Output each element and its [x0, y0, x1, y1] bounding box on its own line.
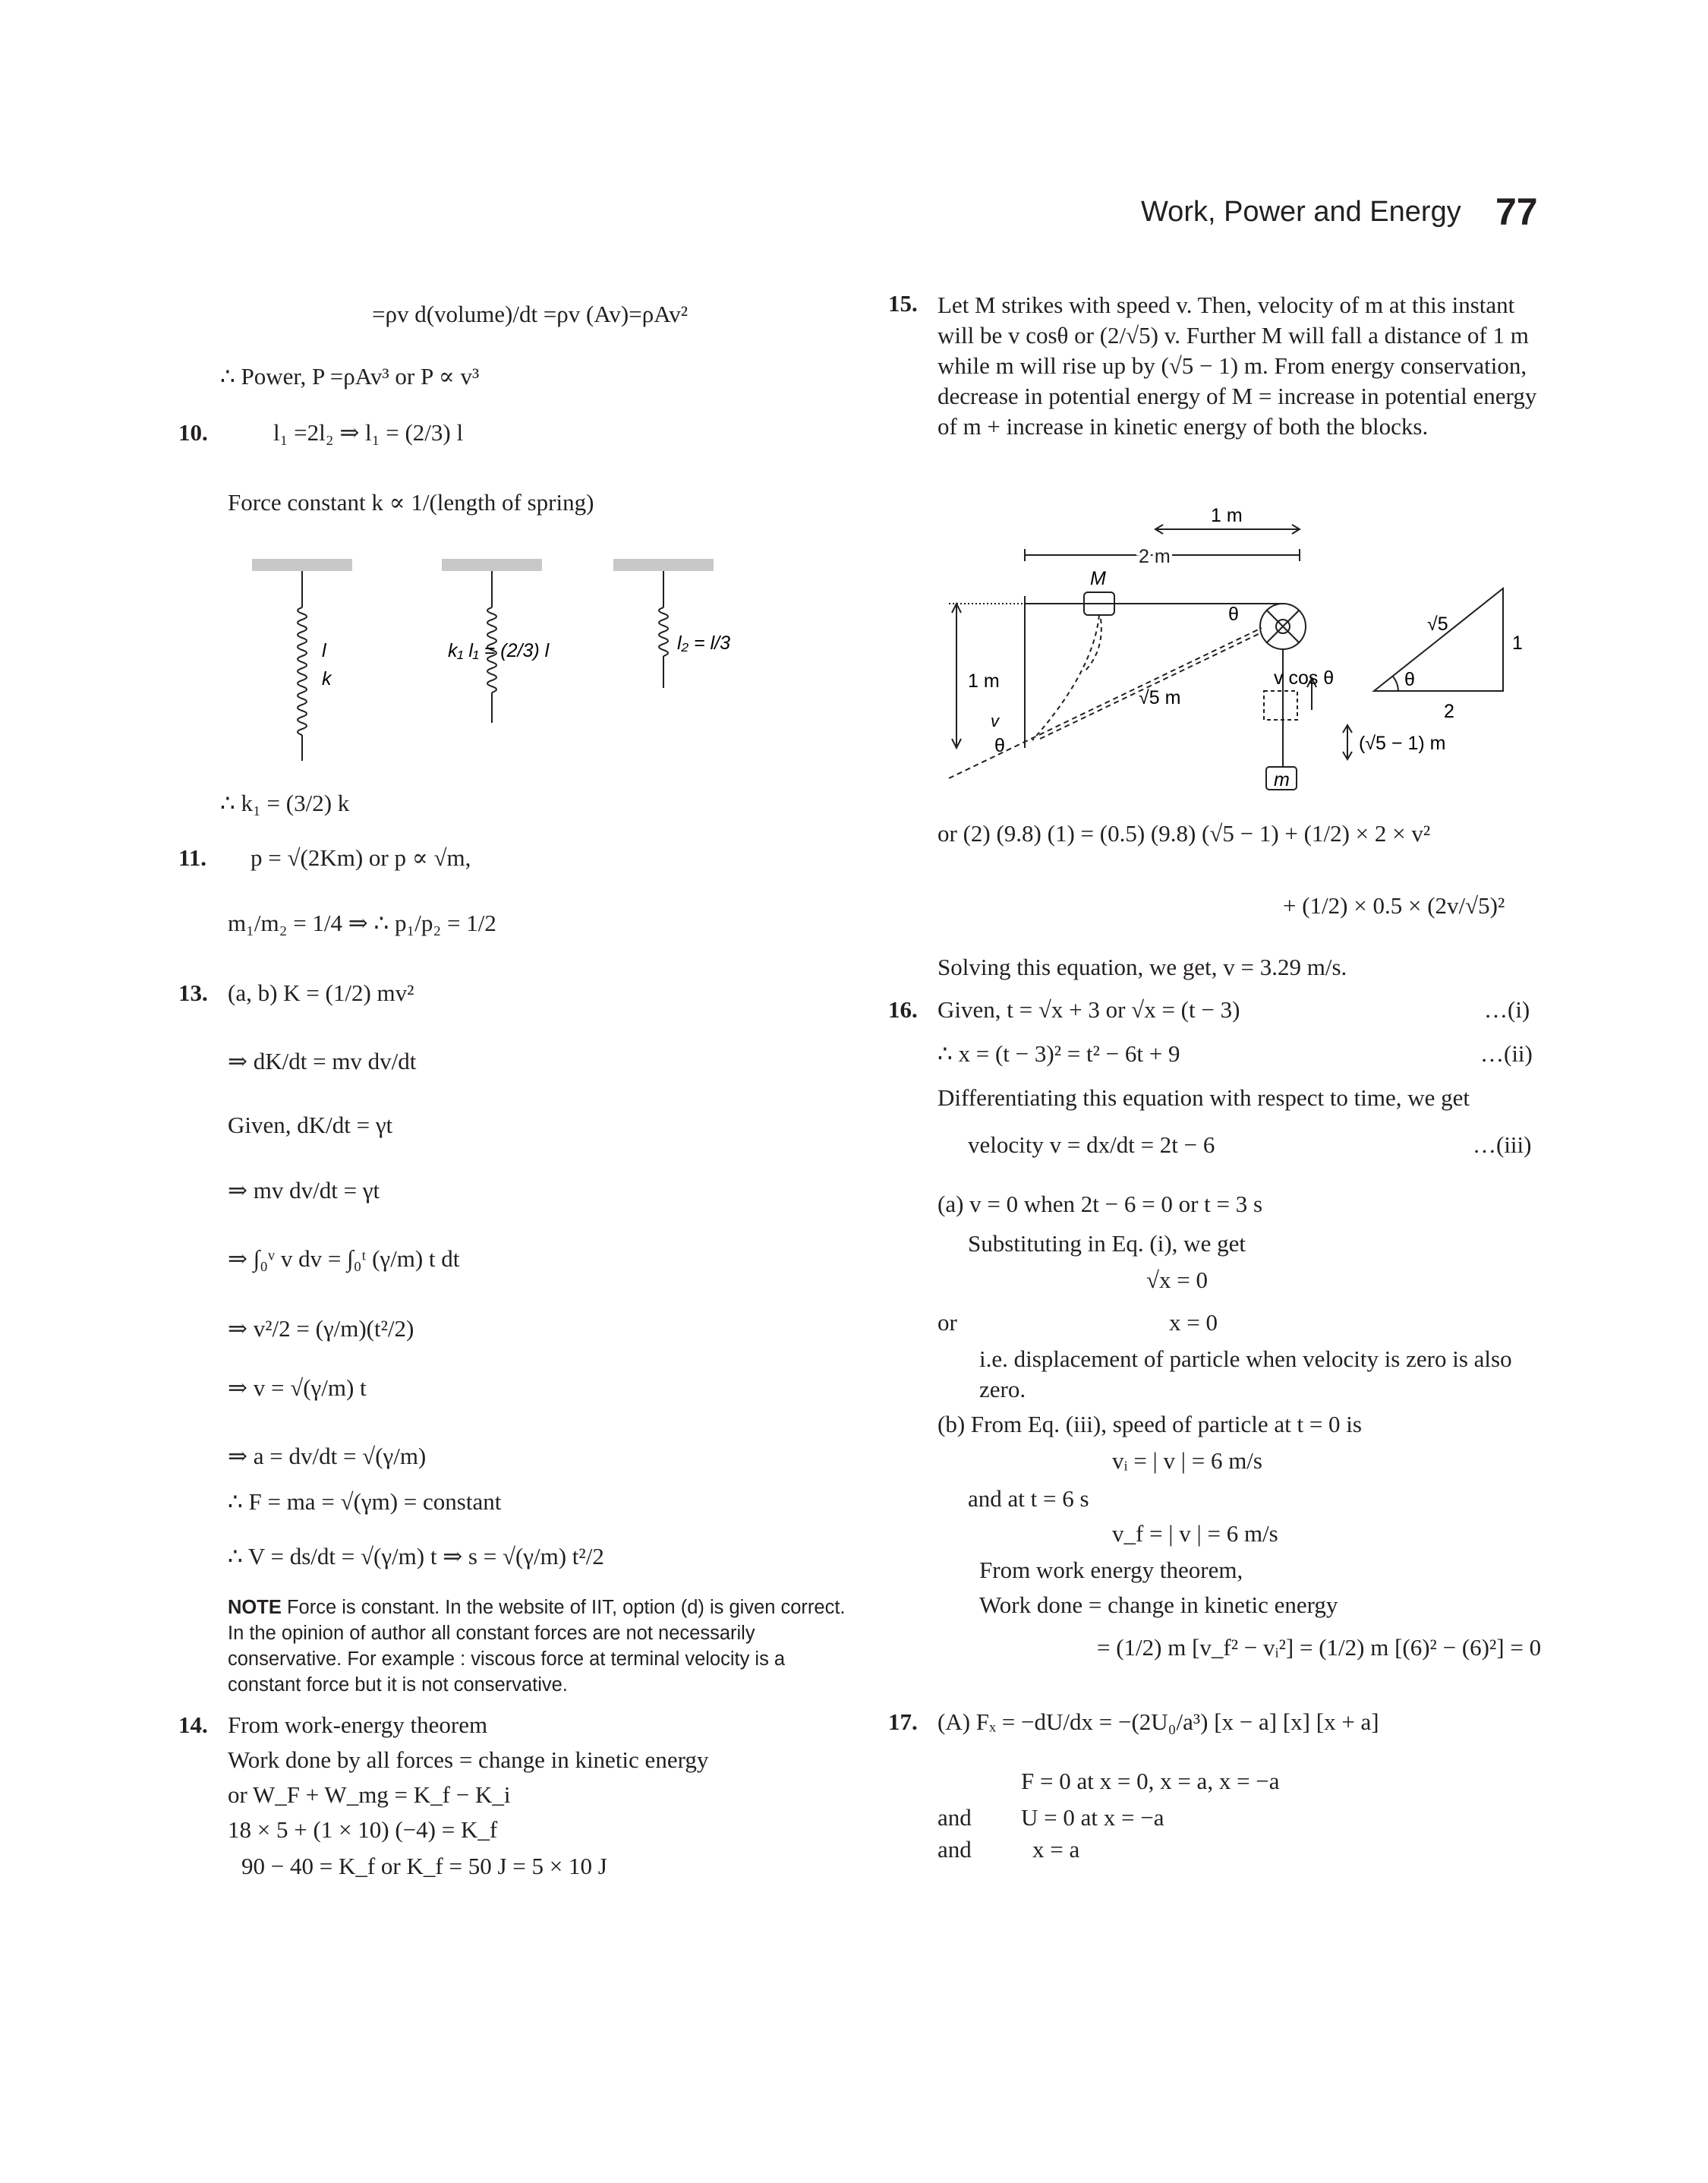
fig-theta-bottom: θ — [994, 735, 1005, 756]
text-16-substitute: Substituting in Eq. (i), we get — [968, 1230, 1246, 1257]
question-number-15: 15. — [888, 290, 918, 317]
equation-13-kinetic: (a, b) K = (1/2) mv² — [228, 980, 414, 1006]
fig-tri-theta: θ — [1404, 669, 1415, 690]
text-15-result: Solving this equation, we get, v = 3.29 m/s. — [938, 954, 1347, 980]
eq-number-ii: …(ii) — [1480, 1040, 1533, 1067]
question-number-14: 14. — [178, 1711, 208, 1738]
equation-16-x: ∴ x = (t − 3)² = t² − 6t + 9 — [938, 1040, 1180, 1067]
ceiling-3 — [613, 559, 714, 571]
equation-13-v: ⇒ v = √(γ/m) t — [228, 1374, 367, 1401]
equation-force-constant: Force constant k ∝ 1/(length of spring) — [228, 489, 594, 516]
equation-16-sqrtx: √x = 0 — [1146, 1267, 1208, 1293]
equation-momentum-ratio: m₁/m₂ = 1/4 ⇒ ∴ p₁/p₂ = 1/2 — [228, 910, 496, 936]
fig-label-m: m — [1274, 769, 1290, 790]
spring1-k-label: k — [322, 668, 332, 689]
text-16-a: (a) v = 0 when 2t − 6 = 0 or t = 3 s — [938, 1191, 1263, 1217]
equation-13-v2: ⇒ v²/2 = (γ/m)(t²/2) — [228, 1315, 414, 1342]
fig-label-M: M — [1090, 568, 1106, 589]
equation-16-vf: v_f = | v | = 6 m/s — [1112, 1520, 1278, 1547]
eq-number-i: …(i) — [1484, 996, 1530, 1023]
equation-16-work-result: = (1/2) m [v_f² − vᵢ²] = (1/2) m [(6)² − (6)²] = 0 — [1097, 1634, 1542, 1661]
equation-17-xa: x = a — [1032, 1836, 1080, 1863]
fig-tri-side: 1 — [1512, 633, 1523, 654]
text-17-and1: and — [938, 1804, 972, 1831]
page-number: 77 — [1495, 191, 1538, 233]
fig-diag-length: √5 m — [1139, 687, 1181, 708]
spring2-label: k₁ l₁ = (2/3) l — [448, 640, 550, 661]
spring3-label: l₂ = l/3 — [677, 633, 730, 654]
equation-13-given: Given, dK/dt = γt — [228, 1112, 393, 1138]
text-16-at6: and at t = 6 s — [968, 1485, 1089, 1512]
text-16-diff: Differentiating this equation with respect to time, we get — [938, 1084, 1470, 1111]
springs-figure — [243, 554, 759, 774]
fig-dim-1m: 1 m — [1211, 505, 1243, 526]
fig-rise: (√5 − 1) m — [1359, 733, 1446, 754]
equation-16-vi: vᵢ = | v | = 6 m/s — [1112, 1447, 1262, 1474]
fig-label-v: v — [991, 711, 999, 730]
running-header: Work, Power and Energy — [1141, 196, 1461, 228]
pulley-figure — [949, 497, 1541, 801]
equation-17-U0: U = 0 at x = −a — [1021, 1804, 1164, 1831]
fig-tri-hyp: √5 — [1427, 614, 1448, 635]
text-16-displacement: i.e. displacement of particle when velocity is zero is also zero. — [979, 1345, 1512, 1402]
question-number-17: 17. — [888, 1708, 918, 1735]
equation-17-force: (A) Fₓ = −dU/dx = −(2U₀/a³) [x − a] [x] [x + a] — [938, 1708, 1379, 1735]
fig-theta-top: θ — [1228, 604, 1239, 625]
question-number-11: 11. — [178, 844, 207, 871]
equation-13-mv: ⇒ mv dv/dt = γt — [228, 1177, 380, 1203]
text-16-theorem: From work energy theorem, — [979, 1557, 1243, 1583]
text-16-or: or — [938, 1309, 957, 1336]
equation-15-energy: or (2) (9.8) (1) = (0.5) (9.8) (√5 − 1) + (1/2) × 2 × v² — [938, 820, 1431, 847]
question-number-10: 10. — [178, 419, 208, 446]
equation-14-result: 90 − 40 = K_f or K_f = 50 J = 5 × 10 J — [241, 1853, 607, 1879]
spring1-length-label: l — [322, 640, 326, 661]
eq-number-iii: …(iii) — [1473, 1131, 1532, 1158]
ceiling-2 — [442, 559, 542, 571]
equation-14-work: or W_F + W_mg = K_f − K_i — [228, 1781, 511, 1808]
equation-13-s: ∴ V = ds/dt = √(γ/m) t ⇒ s = √(γ/m) t²/2 — [228, 1543, 604, 1569]
note-label: NOTE — [228, 1597, 282, 1618]
text-16-b: (b) From Eq. (iii), speed of particle at t = 0 is — [938, 1411, 1362, 1437]
equation-momentum: p = √(2Km) or p ∝ √m, — [251, 844, 471, 871]
equation-16-given: Given, t = √x + 3 or √x = (t − 3) — [938, 996, 1240, 1023]
note-text: Force is constant. In the website of IIT, option (d) is given correct. In the opinion of author all constant forces are not necessarily conservative. For example : viscous force at terminal velocity is a constant force but it is not conservative. — [228, 1597, 846, 1696]
equation-13-F: ∴ F = ma = √(γm) = constant — [228, 1488, 502, 1515]
equation-15-energy-cont: + (1/2) × 0.5 × (2v/√5)² — [1283, 892, 1505, 919]
question-number-16: 16. — [888, 996, 918, 1023]
text-14-statement: Work done by all forces = change in kinetic energy — [228, 1746, 709, 1773]
text-16-work: Work done = change in kinetic energy — [979, 1592, 1338, 1618]
equation-13-dK: ⇒ dK/dt = mv dv/dt — [228, 1048, 417, 1074]
text-17-and2: and — [938, 1836, 972, 1863]
note-block — [228, 1595, 858, 1698]
fig-vcos: v cos θ — [1274, 667, 1335, 689]
text-15-explanation: Let M strikes with speed v. Then, velocity of m at this instant will be v cosθ or (2/√5) v. Further M will fall a distance of 1 m while m will rise up by (√5 − 1) m. From energy conservation, decrease in potential energy of M = increase in potential energy of m + increase in kinetic energy of both the blocks. — [938, 292, 1537, 440]
ceiling-1 — [252, 559, 352, 571]
equation-16-velocity: velocity v = dx/dt = 2t − 6 — [968, 1131, 1215, 1158]
equation-power-flux: =ρv d(volume)/dt =ρv (Av)=ρAv² — [372, 301, 689, 327]
question-number-13: 13. — [178, 980, 208, 1006]
equation-14-numbers: 18 × 5 + (1 × 10) (−4) = K_f — [228, 1816, 498, 1843]
equation-k1: ∴ k₁ = (3/2) k — [220, 790, 350, 816]
equation-16-x0: x = 0 — [1169, 1309, 1218, 1336]
fig-height-1m: 1 m — [968, 670, 1000, 692]
equation-length-ratio: l₁ =2l₂ ⇒ l₁ = (2/3) l — [273, 419, 464, 446]
equation-13-integral: ⇒ ∫₀ᵛ v dv = ∫₀ᵗ (γ/m) t dt — [228, 1245, 460, 1272]
equation-power-result: ∴ Power, P =ρAv³ or P ∝ v³ — [220, 363, 480, 390]
fig-tri-base: 2 — [1444, 701, 1454, 722]
equation-13-a: ⇒ a = dv/dt = √(γ/m) — [228, 1443, 427, 1469]
equation-17-F0: F = 0 at x = 0, x = a, x = −a — [1021, 1768, 1280, 1794]
fig-dim-2m: 2 m — [1139, 546, 1171, 567]
text-14-intro: From work-energy theorem — [228, 1711, 488, 1738]
